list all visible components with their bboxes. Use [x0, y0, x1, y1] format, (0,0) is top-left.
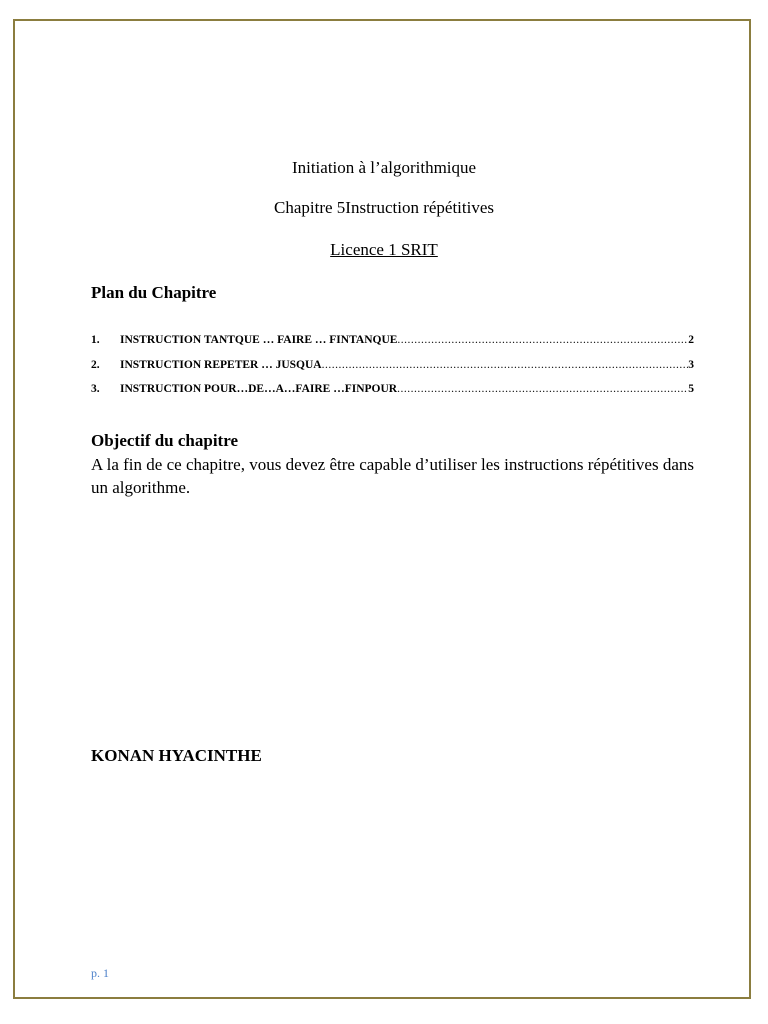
toc-entry-text[interactable]: INSTRUCTION REPETER … JUSQUA: [120, 358, 322, 371]
document-title: Initiation à l’algorithmique: [291, 158, 477, 177]
toc-entry-page[interactable]: 5: [688, 383, 694, 395]
plan-heading: Plan du Chapitre: [91, 283, 217, 302]
toc-entry-text[interactable]: INSTRUCTION TANTQUE … FAIRE … FINTANQUE: [120, 334, 398, 346]
page-number: p. 1: [91, 966, 109, 980]
objective-paragraph: A la fin de ce chapitre, vous devez être capable d’utiliser les instructions répétitives dans un algorithme.: [91, 455, 694, 497]
toc-entry-number: 1.: [91, 334, 100, 346]
toc-entry-number: 3.: [91, 383, 100, 395]
objective-heading: Objectif du chapitre: [91, 431, 239, 450]
chapter-title: Chapitre 5Instruction répétitives: [274, 198, 494, 217]
author-name: KONAN HYACINTHE: [91, 746, 262, 765]
licence-line: [0, 240, 768, 260]
toc-dot-leader: [322, 357, 689, 373]
toc-entry[interactable]: [91, 357, 694, 382]
toc-dot-leader: [397, 332, 688, 348]
toc-entry-text[interactable]: INSTRUCTION POUR…DE…A…FAIRE …FINPOUR: [120, 383, 398, 395]
toc-entry[interactable]: [91, 332, 694, 357]
table-of-contents: [91, 332, 694, 406]
licence-label: Licence 1 SRIT: [330, 240, 438, 259]
toc-entry-number: 2.: [91, 358, 100, 371]
toc-dot-leader: [397, 381, 688, 397]
toc-entry-page[interactable]: 2: [688, 334, 694, 346]
toc-entry-page[interactable]: 3: [688, 358, 694, 371]
toc-entry[interactable]: [91, 381, 694, 406]
